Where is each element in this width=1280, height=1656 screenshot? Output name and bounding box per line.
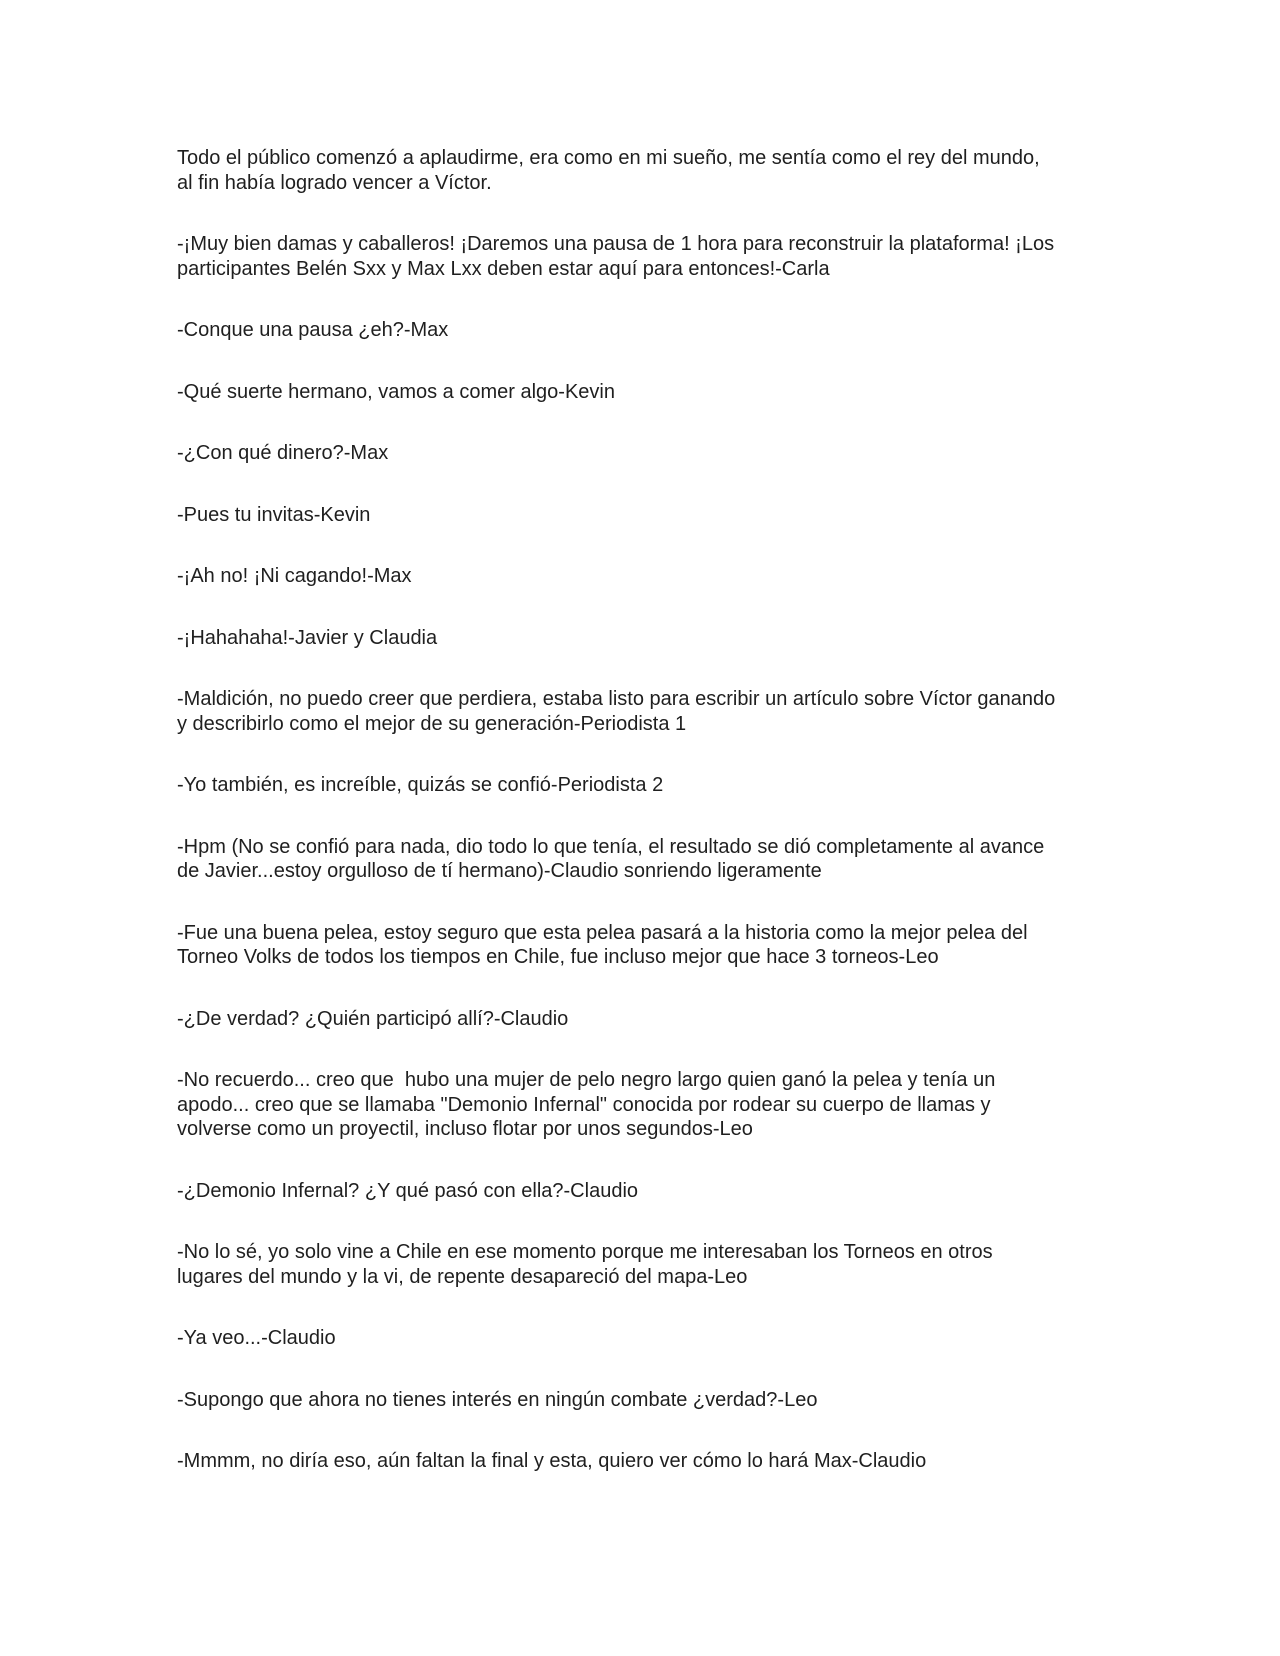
paragraph-15: -¿Demonio Infernal? ¿Y qué pasó con ella?-Claudio [177, 1179, 639, 1202]
paragraph-8: -¡Hahahaha!-Javier y Claudia [177, 626, 438, 649]
paragraph-5: -¿Con qué dinero?-Max [177, 442, 389, 464]
paragraph-16: -No lo sé, yo solo vine a Chile en ese momento porque me interesaban los Torneos en otros lugares del mundo y la vi, de repente desapareció del mapa-Leo [177, 1241, 993, 1288]
paragraph-19: -Mmmm, no diría eso, aún faltan la final y esta, quiero ver cómo lo hará Max-Claudio [177, 1450, 927, 1472]
paragraph-13: -¿De verdad? ¿Quién participó allí?-Claudio [177, 1007, 569, 1030]
paragraph-1: Todo el público comenzó a aplaudirme, era como en mi sueño, me sentía como el rey del mundo, al fin había logrado vencer a Víctor. [177, 147, 1040, 194]
paragraph-12: -Fue una buena pelea, estoy seguro que esta pelea pasará a la historia como la mejor pelea del Torneo Volks de todos los tiempos en Chile, fue incluso mejor que hace 3 torneos-Leo [177, 921, 1028, 968]
paragraph-2: -¡Muy bien damas y caballeros! ¡Daremos una pausa de 1 hora para reconstruir la plataforma! ¡Los participantes Belén Sxx y Max Lxx deben estar aquí para entonces!-Carla [177, 233, 1055, 280]
paragraph-9: -Maldición, no puedo creer que perdiera, estaba listo para escribir un artículo sobre Víctor ganando y describirlo como el mejor de su generación-Periodista 1 [177, 688, 1056, 735]
paragraph-17: -Ya veo...-Claudio [177, 1327, 336, 1349]
paragraph-14: -No recuerdo... creo que hubo una mujer de pelo negro largo quien ganó la pelea y tenía un apodo... creo que se llamaba "Demonio Infernal" conocida por rodear su cuerpo de llamas y volverse como un proyectil, incluso flotar por unos segundos-Leo [177, 1069, 996, 1140]
paragraph-3: -Conque una pausa ¿eh?-Max [177, 319, 449, 341]
paragraph-18: -Supongo que ahora no tienes interés en ningún combate ¿verdad?-Leo [177, 1388, 818, 1411]
paragraph-7: -¡Ah no! ¡Ni cagando!-Max [177, 565, 412, 587]
paragraph-6: -Pues tu invitas-Kevin [177, 503, 371, 526]
paragraph-10: -Yo también, es increíble, quizás se confió-Periodista 2 [177, 774, 664, 796]
paragraph-4: -Qué suerte hermano, vamos a comer algo-Kevin [177, 380, 615, 403]
document-body [177, 146, 1117, 1474]
paragraph-11: -Hpm (No se confió para nada, dio todo lo que tenía, el resultado se dió completamente al avance de Javier...estoy orgulloso de tí hermano)-Claudio sonriendo ligeramente [177, 835, 1045, 882]
